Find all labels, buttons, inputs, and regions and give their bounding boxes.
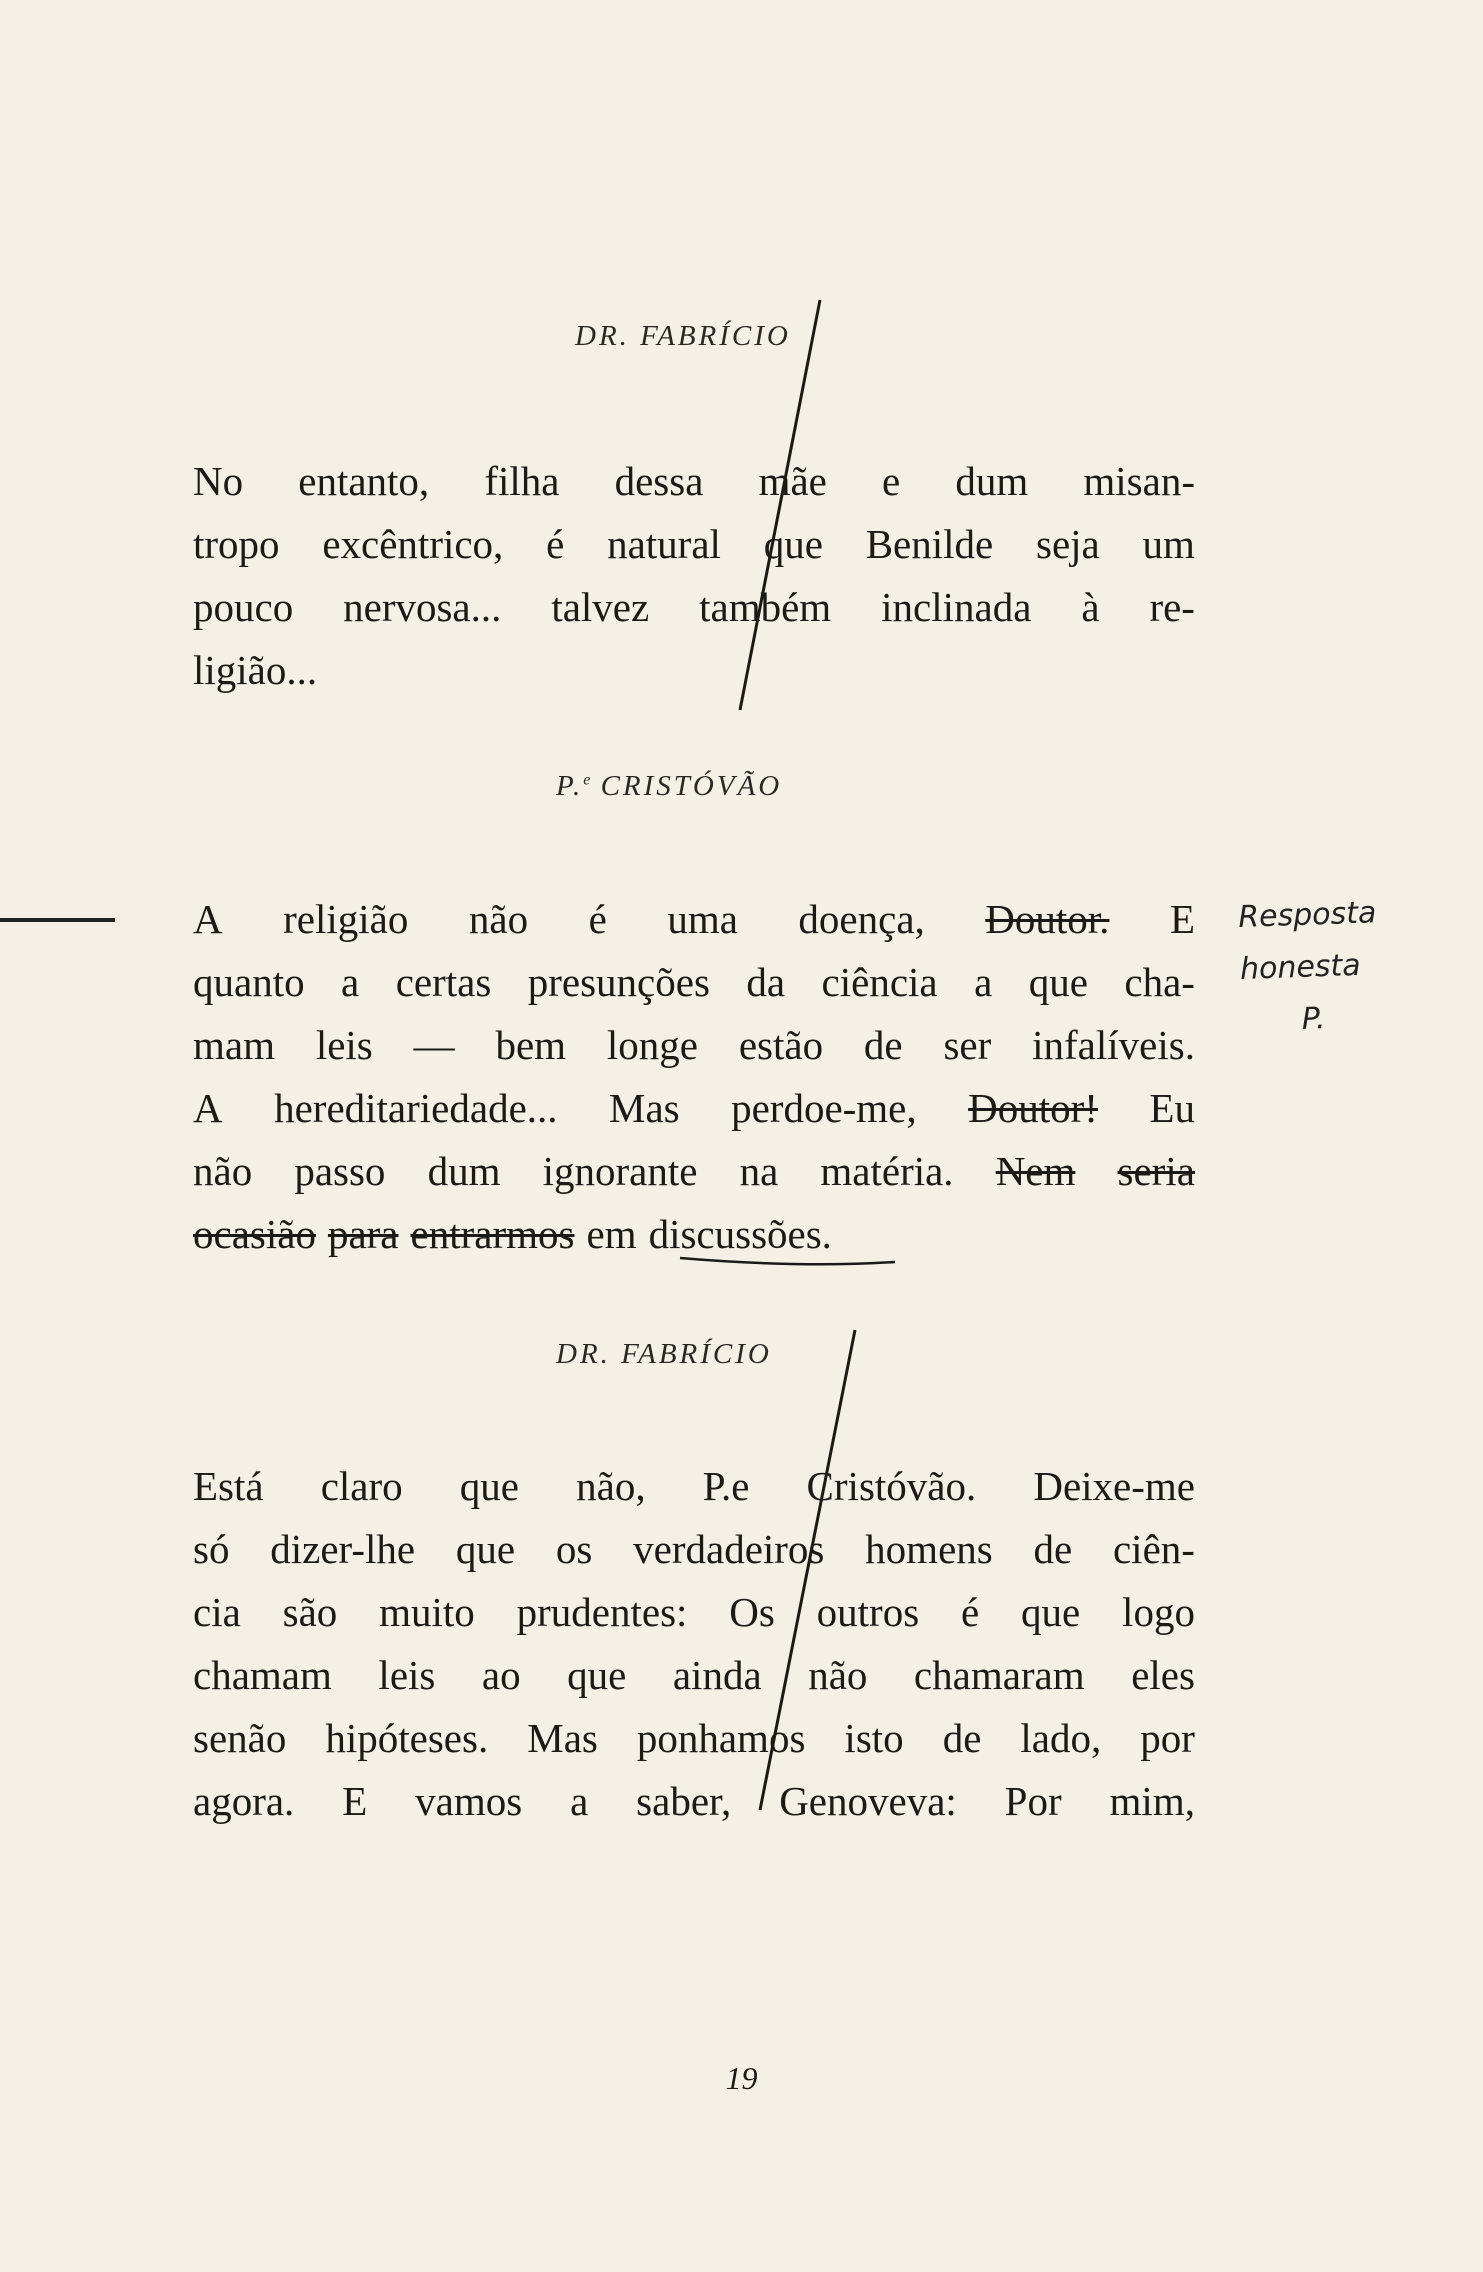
word: matéria. xyxy=(820,1148,954,1194)
word: passo xyxy=(294,1148,386,1194)
speaker-title-sup: e xyxy=(583,771,591,789)
word: os xyxy=(555,1526,593,1572)
word: não, xyxy=(576,1463,646,1509)
word: ciência xyxy=(821,959,938,1005)
word: na xyxy=(739,1148,779,1194)
word: bem xyxy=(495,1022,567,1068)
word: que xyxy=(1021,1589,1081,1635)
word: ignorante xyxy=(542,1148,698,1194)
word: chamam xyxy=(193,1652,332,1698)
word: entrarmos xyxy=(410,1211,575,1257)
word: prudentes: xyxy=(516,1589,688,1635)
word: não xyxy=(468,896,529,942)
word: filha xyxy=(484,458,560,504)
word: que xyxy=(455,1526,516,1572)
word: lado, xyxy=(1020,1715,1102,1761)
word: E xyxy=(342,1778,368,1824)
word: leis xyxy=(378,1652,436,1698)
word: que xyxy=(1028,959,1088,1005)
word: Benilde xyxy=(865,521,994,567)
text-line xyxy=(193,1203,1195,1266)
word: re- xyxy=(1149,584,1195,630)
word: excêntrico, xyxy=(322,521,504,567)
text-line xyxy=(193,1581,1195,1644)
word: Mas xyxy=(609,1085,680,1131)
speaker-label-3: DR. FABRÍCIO xyxy=(556,1338,772,1370)
word: cia xyxy=(193,1589,241,1635)
word: No xyxy=(193,458,244,504)
margin-note-line: honesta xyxy=(1239,947,1362,988)
dialogue-paragraph-2 xyxy=(193,888,1195,1266)
word: quanto xyxy=(193,959,305,1005)
word: que xyxy=(459,1463,519,1509)
text-line xyxy=(193,1644,1195,1707)
text-line xyxy=(193,1455,1195,1518)
word: Nem xyxy=(995,1148,1076,1194)
word: ao xyxy=(481,1652,521,1698)
word: perdoe-me, xyxy=(731,1085,917,1131)
word: claro xyxy=(320,1463,403,1509)
word: Por xyxy=(1004,1778,1062,1824)
margin-pointer-line xyxy=(0,918,115,922)
word: doença, xyxy=(798,896,925,942)
word: para xyxy=(327,1211,399,1257)
word: em xyxy=(586,1211,637,1257)
word: não xyxy=(808,1652,868,1698)
word: ainda xyxy=(672,1652,762,1698)
word: talvez xyxy=(551,584,650,630)
word: E xyxy=(1169,896,1195,942)
word: mãe xyxy=(758,458,827,504)
word: de xyxy=(863,1022,903,1068)
word: muito xyxy=(379,1589,475,1635)
word: hereditariedade... xyxy=(274,1085,558,1131)
dialogue-paragraph-1 xyxy=(193,450,1195,702)
word: presunções xyxy=(527,959,710,1005)
word: — xyxy=(413,1022,455,1068)
word: Eu xyxy=(1149,1085,1195,1131)
word: são xyxy=(282,1589,338,1635)
word: um xyxy=(1142,521,1195,567)
word: por xyxy=(1140,1715,1195,1761)
word: A xyxy=(193,896,223,942)
word: dessa xyxy=(614,458,704,504)
word: seja xyxy=(1036,521,1100,567)
text-line xyxy=(193,1077,1195,1140)
word: verdadeiros xyxy=(633,1526,825,1572)
word: inclinada xyxy=(881,584,1032,630)
word: nervosa... xyxy=(343,584,502,630)
word: Doutor. xyxy=(985,896,1110,942)
word: dum xyxy=(955,458,1029,504)
word: ciên- xyxy=(1112,1526,1195,1572)
word: Está xyxy=(193,1463,264,1509)
word: que xyxy=(763,521,823,567)
word: A xyxy=(193,1085,223,1131)
text-line xyxy=(193,639,1195,702)
word: cha- xyxy=(1124,959,1195,1005)
word: natural xyxy=(607,521,721,567)
word: uma xyxy=(667,896,738,942)
word: mim, xyxy=(1109,1778,1195,1824)
text-line xyxy=(193,888,1195,951)
text-line xyxy=(193,1140,1195,1203)
word: seria xyxy=(1117,1148,1195,1194)
text-line xyxy=(193,1707,1195,1770)
word: mam xyxy=(193,1022,275,1068)
word: religião xyxy=(283,896,409,942)
word: Genoveva: xyxy=(779,1778,957,1824)
word: ponhamos xyxy=(636,1715,806,1761)
word: agora. xyxy=(193,1778,295,1824)
word: certas xyxy=(395,959,492,1005)
margin-note-line: Resposta xyxy=(1237,895,1377,936)
word: vamos xyxy=(415,1778,523,1824)
word: infalíveis. xyxy=(1032,1022,1195,1068)
text-line xyxy=(193,1770,1195,1833)
word: é xyxy=(960,1589,980,1635)
page-number: 19 xyxy=(725,2060,758,2096)
text-line xyxy=(193,450,1195,513)
text-line xyxy=(193,951,1195,1014)
text-line xyxy=(193,1014,1195,1077)
word: só xyxy=(193,1526,230,1572)
word: Doutor! xyxy=(968,1085,1098,1131)
word: leis xyxy=(315,1022,373,1068)
dialogue-paragraph-3 xyxy=(193,1455,1195,1833)
word: logo xyxy=(1122,1589,1195,1635)
word: à xyxy=(1081,584,1100,630)
word: que xyxy=(567,1652,627,1698)
word: é xyxy=(546,521,565,567)
word: misan- xyxy=(1083,458,1195,504)
word: dum xyxy=(427,1148,501,1194)
word: não xyxy=(193,1148,253,1194)
word: isto xyxy=(844,1715,904,1761)
word: dizer-lhe xyxy=(270,1526,416,1572)
speaker-name: CRISTÓVÃO xyxy=(590,770,783,802)
word: chamaram xyxy=(913,1652,1085,1698)
speaker-title: P. xyxy=(556,770,584,802)
word: Deixe-me xyxy=(1033,1463,1195,1509)
word: pouco xyxy=(193,584,294,630)
word: de xyxy=(1033,1526,1073,1572)
word: ser xyxy=(943,1022,992,1068)
word: ocasião xyxy=(193,1211,316,1257)
word: homens xyxy=(865,1526,993,1572)
word: Mas xyxy=(527,1715,598,1761)
word: P.e xyxy=(702,1463,750,1509)
word: de xyxy=(942,1715,982,1761)
word: a xyxy=(570,1778,589,1824)
word: hipóteses. xyxy=(325,1715,489,1761)
word: estão xyxy=(738,1022,824,1068)
word: da xyxy=(746,959,786,1005)
word: também xyxy=(699,584,832,630)
text-line xyxy=(193,513,1195,576)
word: é xyxy=(588,896,607,942)
word: entanto, xyxy=(298,458,430,504)
speaker-label-1: DR. FABRÍCIO xyxy=(575,320,791,352)
word: discussões. xyxy=(648,1211,832,1257)
word: a xyxy=(341,959,360,1005)
speaker-label-2 xyxy=(556,770,782,803)
text-line xyxy=(193,576,1195,639)
word: Os xyxy=(729,1589,775,1635)
word: a xyxy=(974,959,993,1005)
word: Cristóvão. xyxy=(806,1463,977,1509)
word: eles xyxy=(1131,1652,1195,1698)
word: tropo xyxy=(193,521,280,567)
word: senão xyxy=(193,1715,287,1761)
text-line xyxy=(193,1518,1195,1581)
word: longe xyxy=(606,1022,698,1068)
handwritten-margin-note xyxy=(1237,884,1472,1048)
margin-note-line: P. xyxy=(1301,1001,1326,1037)
word: e xyxy=(882,458,901,504)
word: saber, xyxy=(636,1778,732,1824)
word: ligião... xyxy=(193,647,318,693)
word: outros xyxy=(816,1589,920,1635)
